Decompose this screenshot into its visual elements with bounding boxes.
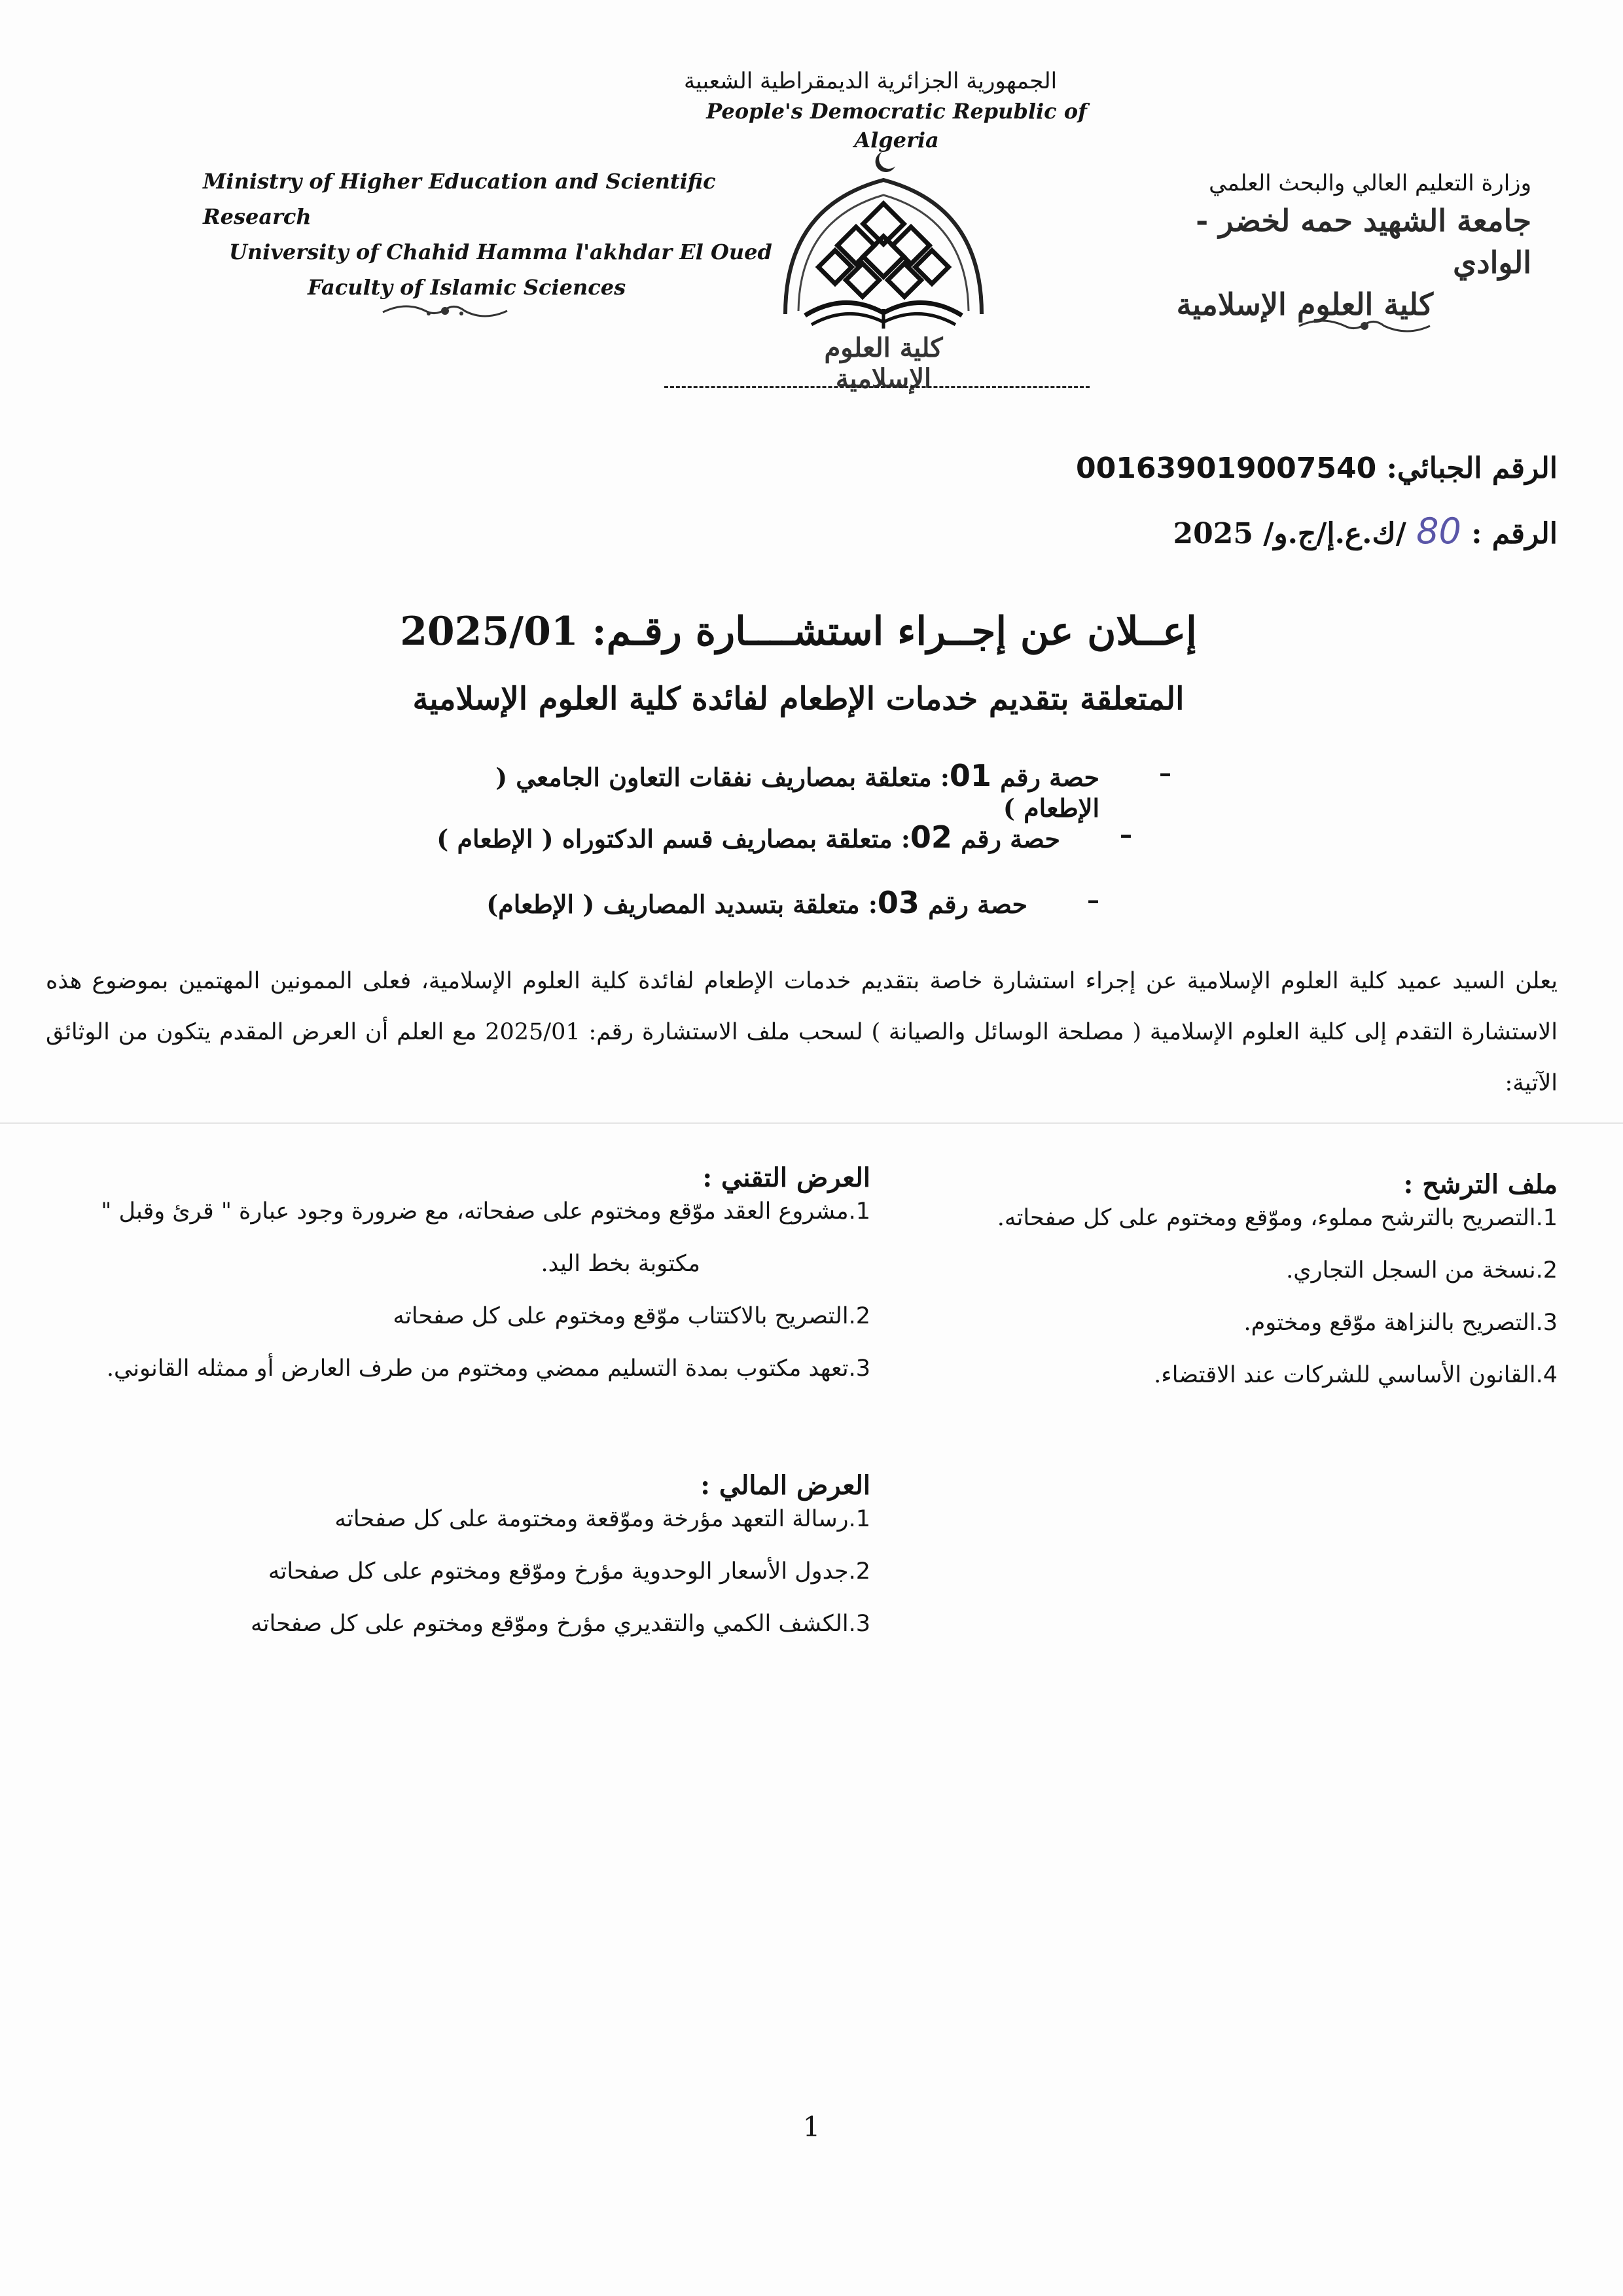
list-item <box>903 1257 1558 1284</box>
item-text: مشروع العقد موّقع ومختوم على صفحاته، مع ضرورة وجود عبارة " قرئ وقبل " <box>101 1198 849 1225</box>
ornament-left-icon <box>380 298 510 324</box>
lot-item <box>406 819 1132 855</box>
republic-english: People's Democratic Republic of Algeria <box>706 99 1087 152</box>
ornament-right-icon <box>1296 313 1433 339</box>
tax-number-label: الرقم الجبائي: <box>1386 452 1558 485</box>
logo-caption: كلية العلوم الإسلامية <box>824 332 943 394</box>
item-text: رسالة التعهد مؤرخة وموّقعة ومختومة على كل صفحاته <box>334 1506 849 1532</box>
lot-number: 02 <box>910 819 952 855</box>
item-text: التصريح بالنزاهة موّقع ومختوم. <box>1243 1310 1536 1336</box>
lot-prefix: حصة رقم <box>961 824 1060 853</box>
list-item <box>26 1505 870 1533</box>
list-item <box>26 1355 870 1382</box>
lot-dash: – <box>1159 758 1171 787</box>
list-item <box>903 1204 1558 1232</box>
lot-prefix: حصة رقم <box>928 889 1027 919</box>
item-text: القانون الأساسي للشركات عند الاقتضاء. <box>1154 1362 1536 1388</box>
list-item <box>26 1302 870 1330</box>
faculty-english: Faculty of Islamic Sciences <box>308 275 626 300</box>
reference-number-line <box>1034 511 1558 552</box>
item-number: 2. <box>848 1303 870 1329</box>
announcement-paragraph: يعلن السيد عميد كلية العلوم الإسلامية عن إجراء استشارة خاصة بتقديم خدمات الإطعام لفائدة كلية العلوم الإسلامية، فعلى الممونين المهتمين بموضوع هذه الاستشارة التقدم إلى كلية العلوم الإسلامية ( مصلحة الوسائل والصيانة ) لسحب ملف الاستشارة رقم: 2025/01 مع العلم أن العرض المقدم يتكون من الوثائق الآتية: <box>46 968 1558 1096</box>
item-text: التصريح بالترشح مملوء، وموّقع ومختوم على كل صفحاته. <box>997 1205 1536 1231</box>
technical-heading: العرض التقني : <box>702 1162 870 1193</box>
item-text: تعهد مكتوب بمدة التسليم ممضي ومختوم من طرف العارض أو ممثله القانوني. <box>106 1355 849 1382</box>
university-arabic: جامعة الشهيد حمه لخضر - الوادي <box>1196 203 1531 280</box>
candidacy-file-section <box>903 1165 1558 1414</box>
reference-number-suffix: /ك.ع.إ/ج.و/ 2025 <box>1173 517 1406 550</box>
item-number: 2. <box>1535 1257 1558 1283</box>
announcement-subtitle: المتعلقة بتقديم خدمات الإطعام لفائدة كلية العلوم الإسلامية <box>412 681 1185 717</box>
ministry-english: Ministry of Higher Education and Scientific Research <box>203 169 716 229</box>
list-item <box>26 1198 870 1278</box>
republic-header <box>622 65 1119 154</box>
financial-list <box>26 1505 870 1638</box>
candidacy-heading: ملف الترشح : <box>1403 1169 1558 1200</box>
item-text: جدول الأسعار الوحدوية مؤرخ وموّقع ومختوم على كل صفحاته <box>268 1558 849 1585</box>
item-number: 1. <box>848 1506 870 1532</box>
list-item <box>903 1361 1558 1389</box>
item-text: الكشف الكمي والتقديري مؤرخ وموّقع ومختوم على كل صفحاته <box>250 1611 849 1637</box>
technical-list <box>26 1198 870 1382</box>
paper-fold-line <box>0 1122 1623 1124</box>
lot-dash: – <box>1120 819 1132 849</box>
lot-item <box>373 885 1099 920</box>
technical-offer-section <box>26 1158 870 1407</box>
item-text: التصريح بالاكتتاب موّقع ومختوم على كل صفحاته <box>393 1303 849 1329</box>
university-english: University of Chahid Hamma l'akhdar El Oued <box>229 240 772 264</box>
financial-heading: العرض المالي : <box>700 1470 870 1501</box>
arabic-institution-block <box>1126 167 1531 325</box>
lot-number: 01 <box>949 758 991 793</box>
lot-text: : متعلقة بمصاريف نفقات التعاون الجامعي ( الإطعام ) <box>495 762 1099 823</box>
list-item <box>903 1309 1558 1336</box>
lot-prefix: حصة رقم <box>1000 762 1099 792</box>
page-number: 1 <box>802 2111 821 2143</box>
announcement-title: إعــلان عن إجــراء استشــــارة رقـم: 2025/01 <box>400 609 1197 655</box>
republic-arabic: الجمهورية الجزائرية الديمقراطية الشعبية <box>683 68 1058 94</box>
financial-offer-section <box>26 1466 870 1662</box>
item-continuation: مكتوبة بخط اليد. <box>541 1251 700 1277</box>
item-number: 2. <box>848 1558 870 1585</box>
lot-text: : متعلقة بمصاريف قسم الدكتوراه ( الإطعام ) <box>437 824 910 853</box>
item-number: 3. <box>848 1355 870 1382</box>
english-institution-block <box>190 164 779 305</box>
ministry-arabic: وزارة التعليم العالي والبحث العلمي <box>1209 170 1531 196</box>
list-item <box>26 1610 870 1638</box>
item-number: 1. <box>1535 1205 1558 1231</box>
lot-dash: – <box>1087 885 1099 914</box>
item-number: 3. <box>1535 1310 1558 1336</box>
reference-number-label: الرقم : <box>1471 517 1558 550</box>
tax-number-value: 001639019007540 <box>1076 452 1377 485</box>
item-number: 3. <box>848 1611 870 1637</box>
list-item <box>26 1558 870 1585</box>
item-number: 4. <box>1535 1362 1558 1388</box>
lot-item <box>445 758 1171 823</box>
tax-number-line <box>1034 452 1558 485</box>
lot-text: : متعلقة بتسديد المصاريف ( الإطعام) <box>486 889 878 919</box>
reference-handwritten-number: 80 <box>1416 511 1461 552</box>
item-text: نسخة من السجل التجاري. <box>1286 1257 1536 1283</box>
header-divider <box>664 386 1090 388</box>
lot-number: 03 <box>877 885 919 920</box>
item-number: 1. <box>848 1198 870 1225</box>
faculty-arabic: كلية العلوم الإسلامية <box>1176 287 1433 322</box>
candidacy-list <box>903 1204 1558 1389</box>
